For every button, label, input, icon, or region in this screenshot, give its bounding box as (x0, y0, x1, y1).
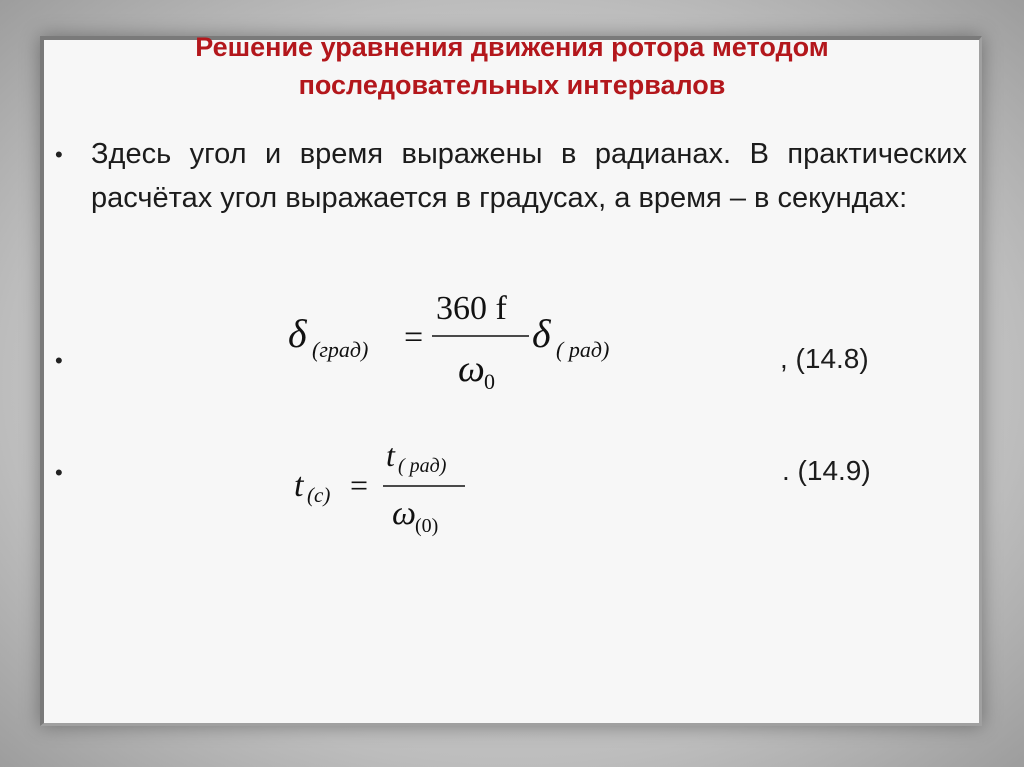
bullet-3: • (55, 460, 63, 485)
eq1-denominator-symbol: ω (458, 348, 485, 390)
equation-number-14-9: . (14.9) (782, 455, 871, 486)
eq1-denominator-subscript: 0 (484, 369, 495, 394)
eq2-lhs-subscript: (c) (307, 483, 331, 507)
eq1-equals: = (404, 319, 424, 356)
slide-title (0, 28, 1024, 104)
eq2-denominator-subscript: (0) (415, 515, 439, 537)
body-paragraph: Здесь угол и время выражены в радианах. В практических расчётах угол выражается в градусах, а время – в секундах: (91, 138, 967, 214)
eq2-denominator-symbol: ω (392, 495, 417, 532)
eq1-lhs-subscript: (град) (312, 337, 369, 362)
title-line-1: Решение уравнения движения ротора методом (195, 32, 829, 62)
eq1-lhs-symbol: δ (288, 311, 307, 356)
bullet-1: • (55, 142, 63, 167)
eq1-numerator: 360 f (436, 290, 507, 327)
title-line-2: последовательных интервалов (298, 70, 726, 100)
equation-14-9 (290, 432, 490, 547)
equation-14-8 (280, 285, 660, 395)
eq1-rhs-symbol: δ (532, 311, 551, 356)
eq1-rhs-subscript: ( рад) (556, 337, 610, 362)
eq2-numerator-subscript: ( рад) (398, 455, 447, 477)
eq2-numerator-symbol: t (386, 437, 395, 473)
equation-number-14-8: , (14.8) (780, 343, 869, 374)
eq2-lhs-symbol: t (294, 467, 304, 504)
bullet-2: • (55, 348, 63, 373)
eq2-equals: = (350, 467, 369, 503)
